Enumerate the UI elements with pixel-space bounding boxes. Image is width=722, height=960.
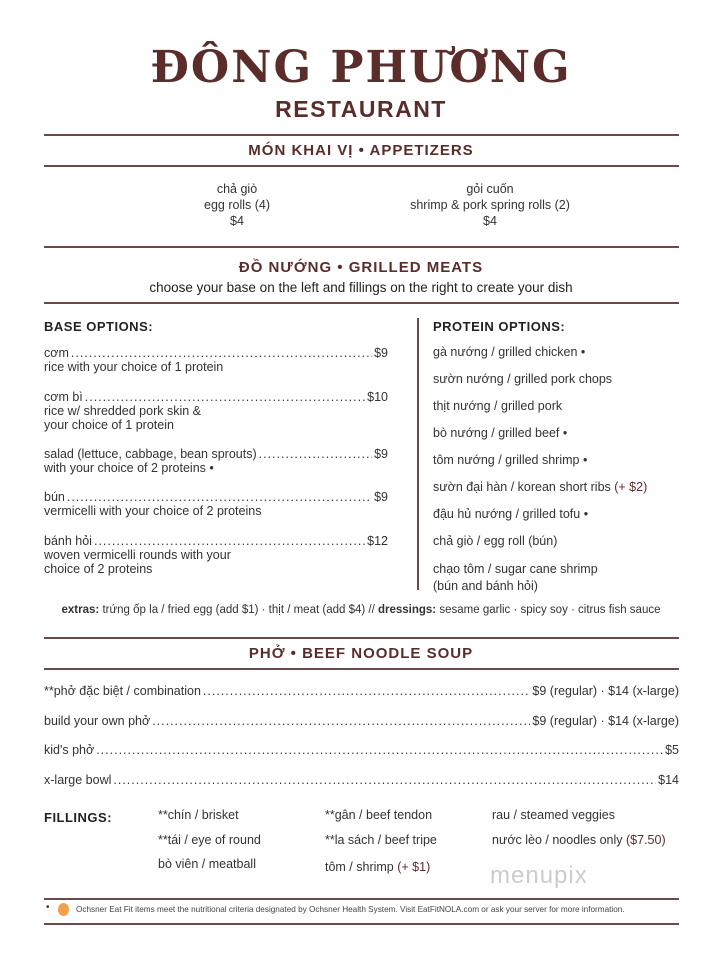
pho-heading: PHỞ • BEEF NOODLE SOUP (248, 645, 474, 662)
protein-options-label: PROTEIN OPTIONS: (433, 319, 566, 334)
filling-name: tôm / shrimp (325, 860, 394, 874)
fillings-label: FILLINGS: (44, 810, 113, 825)
base-option (44, 447, 388, 490)
divider (44, 134, 679, 136)
item-price: $4 (483, 214, 497, 228)
pho-name: **phở đặc biệt / combination (44, 684, 201, 698)
item-price: $4 (230, 214, 244, 228)
protein-name: chạo tôm / sugar cane shrimp (433, 562, 598, 576)
appetizer-item (370, 181, 610, 229)
base-name: salad (lettuce, cabbage, bean sprouts) (44, 447, 257, 461)
base-desc: rice with your choice of 1 protein (44, 360, 224, 374)
appetizer-item (137, 181, 337, 229)
pho-item (44, 684, 679, 714)
base-option (44, 490, 388, 534)
filling-item (492, 833, 666, 847)
base-desc: choice of 2 proteins (44, 562, 153, 576)
base-price: $10 (367, 390, 388, 404)
divider (44, 898, 679, 900)
item-name-vn: chả giò (216, 182, 258, 196)
watermark: menupix (490, 862, 588, 889)
divider (44, 165, 679, 167)
extras-text: trứng ốp la / fried egg (add $1) · thịt / meat (add $4) // (102, 604, 375, 616)
base-desc: woven vermicelli rounds with your (44, 548, 231, 562)
restaurant-subtitle: RESTAURANT (275, 96, 447, 122)
base-price: $9 (374, 447, 388, 461)
base-name: bún (44, 490, 65, 504)
base-desc: with your choice of 2 proteins • (44, 461, 214, 475)
pho-item (44, 743, 679, 773)
filling-item: rau / steamed veggies (492, 808, 615, 822)
protein-option: thịt nướng / grilled pork (433, 399, 563, 413)
item-name-en: egg rolls (4) (204, 198, 270, 212)
base-desc: rice w/ shredded pork skin & (44, 404, 202, 418)
extras-dressings-line (0, 604, 722, 616)
pho-price: $14 (658, 773, 679, 787)
base-options-list (44, 346, 388, 576)
protein-option: tôm nướng / grilled shrimp • (433, 453, 588, 467)
filling-item: **tái / eye of round (158, 833, 261, 847)
eat-fit-icon (58, 903, 69, 916)
base-option (44, 346, 388, 390)
extras-label: extras: (61, 604, 100, 616)
filling-item: **la sách / beef tripe (325, 833, 437, 847)
divider (44, 246, 679, 248)
base-price: $12 (367, 534, 388, 548)
grilled-heading: ĐỒ NƯỚNG • GRILLED MEATS (238, 259, 484, 276)
divider (44, 637, 679, 639)
restaurant-name: ĐÔNG PHƯƠNG (150, 42, 572, 93)
protein-option: bò nướng / grilled beef • (433, 426, 568, 440)
pho-price: $5 (665, 743, 679, 757)
pho-list (44, 684, 679, 787)
protein-note: (bún and bánh hỏi) (433, 579, 538, 593)
pho-name: x-large bowl (44, 773, 112, 787)
base-desc: vermicelli with your choice of 2 proteins (44, 504, 262, 518)
pho-item (44, 714, 679, 743)
extra-price: ($7.50) (626, 833, 666, 847)
pho-price: $9 (regular) · $14 (x-large) (532, 714, 679, 728)
item-name-vn: gỏi cuốn (466, 182, 514, 196)
filling-item (325, 860, 430, 874)
pho-name: kid's phở (44, 743, 95, 757)
divider (44, 668, 679, 670)
item-name-en: shrimp & pork spring rolls (2) (410, 198, 570, 212)
protein-option: gà nướng / grilled chicken • (433, 345, 586, 359)
divider (44, 302, 679, 304)
column-divider (417, 318, 419, 590)
appetizers-heading: MÓN KHAI VỊ • APPETIZERS (248, 142, 474, 159)
protein-option (433, 561, 598, 595)
base-price: $9 (374, 490, 388, 504)
filling-item: bò viên / meatball (158, 857, 256, 871)
protein-option: sườn nướng / grilled pork chops (433, 372, 613, 386)
extra-price: (+ $1) (397, 860, 431, 874)
pho-name: build your own phở (44, 714, 151, 728)
base-price: $9 (374, 346, 388, 360)
dressings-text: sesame garlic · spicy soy · citrus fish sauce (439, 604, 661, 616)
base-name: cơm bì (44, 390, 83, 404)
base-options-label: BASE OPTIONS: (44, 319, 154, 334)
grilled-instructions: choose your base on the left and fillings on the right to create your dish (149, 280, 573, 295)
filling-item: **chín / brisket (158, 808, 239, 822)
pho-item (44, 773, 679, 787)
extra-price: (+ $2) (614, 480, 648, 494)
footer-note: Ochsner Eat Fit items meet the nutritional criteria designated by Ochsner Health System. Visit EatFitNOLA.com or ask your server for more information. (76, 905, 625, 914)
base-option (44, 390, 388, 447)
protein-name: sườn đại hàn / korean short ribs (433, 480, 611, 494)
filling-name: nước lèo / noodles only (492, 833, 623, 847)
filling-item: **gân / beef tendon (325, 808, 433, 822)
protein-option: đậu hủ nướng / grilled tofu • (433, 507, 589, 521)
protein-option: chả giò / egg roll (bún) (433, 534, 558, 548)
divider (44, 923, 679, 925)
base-name: bánh hỏi (44, 534, 92, 548)
base-name: cơm (44, 346, 69, 360)
base-option (44, 534, 388, 576)
pho-price: $9 (regular) · $14 (x-large) (532, 684, 679, 698)
bullet: • (46, 902, 50, 913)
protein-option (433, 480, 647, 494)
dressings-label: dressings: (377, 604, 437, 616)
base-desc: your choice of 1 protein (44, 418, 174, 432)
